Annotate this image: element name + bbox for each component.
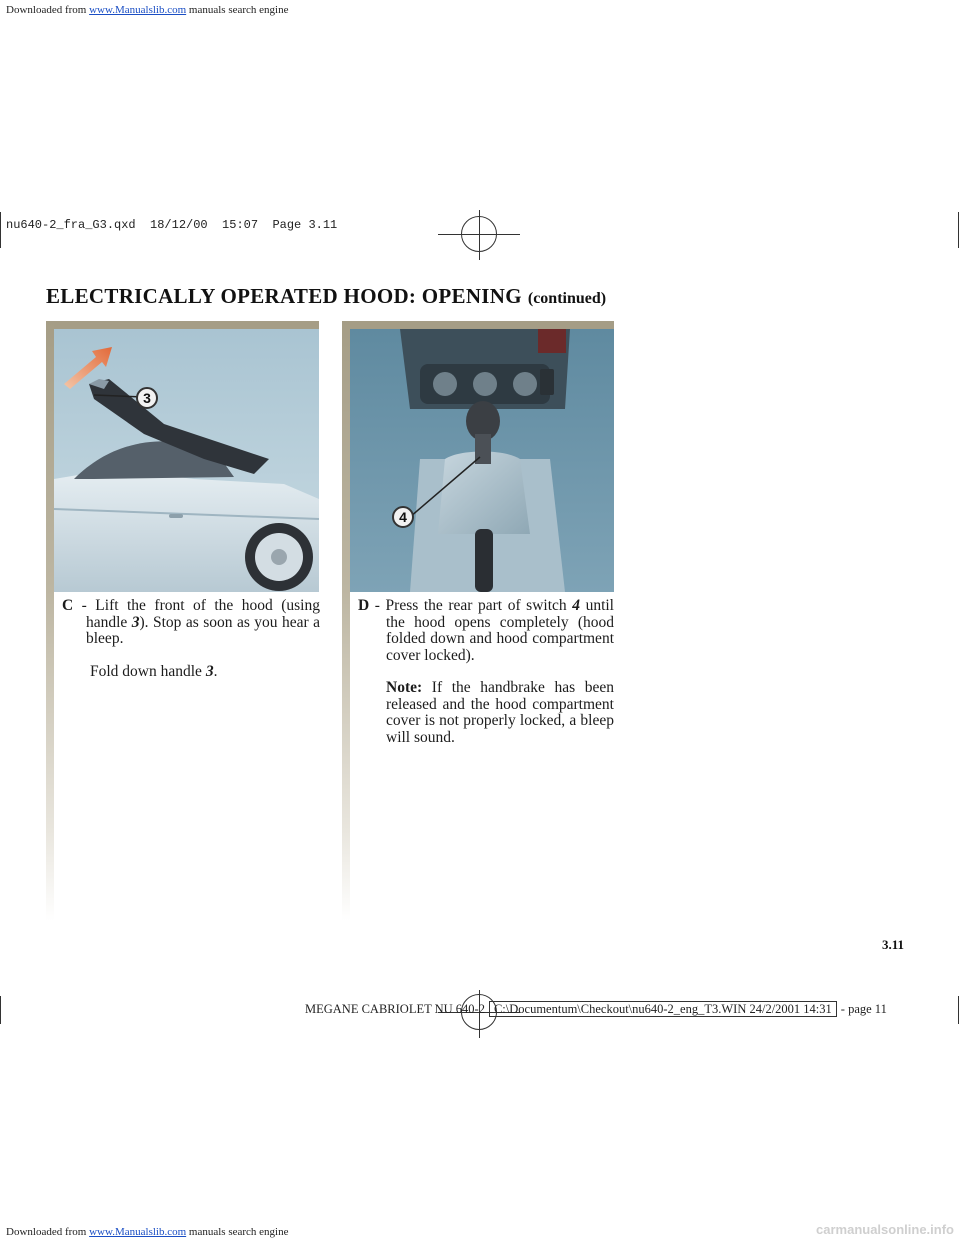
photo-gear-switch: [350, 329, 614, 592]
step-c-dash: -: [73, 597, 96, 614]
step-c-fold-end: .: [213, 662, 218, 680]
manualslib-footer-link[interactable]: www.Manualslib.com: [89, 1226, 187, 1238]
photo-car-hood: [54, 329, 319, 592]
title-continued: (continued): [527, 290, 607, 307]
registration-circle-top: [461, 216, 497, 252]
console-illustration: [350, 329, 614, 592]
right-column-rule: [342, 321, 350, 921]
step-d-text-start: Press the rear part of switch: [385, 597, 573, 614]
step-c-letter: C: [62, 597, 74, 614]
download-footer-suffix: manuals search engine: [186, 1226, 289, 1238]
download-prefix: Downloaded from: [6, 4, 90, 16]
note-text: If the handbrake has been released and the hood compartment cover is not properly locked, a bleep will sound.: [386, 679, 614, 746]
page-number: 3.11: [882, 937, 905, 952]
right-column-top-rule: [342, 321, 614, 329]
step-c-fold: [62, 664, 320, 681]
left-column-rule: [46, 321, 54, 921]
footer-left: MEGANE CABRIOLET NU 640-2: [305, 1002, 485, 1016]
step-d-switch-ref: 4: [572, 597, 580, 614]
step-d-dash: -: [369, 597, 386, 614]
step-d-text: [358, 598, 614, 746]
download-suffix: manuals search engine: [186, 4, 289, 16]
footer-path: C:\Documentum\Checkout\nu640-2_eng_T3.WIN 24/2/2001 14:31: [489, 1001, 837, 1017]
step-c-text: [62, 598, 320, 680]
step-c-line1-end: ). Stop as soon as you hear a bleep.: [86, 613, 320, 647]
crop-mark-left: [0, 212, 1, 248]
qxd-stamp: nu640-2_fra_G3.qxd 18/12/00 15:07 Page 3.11: [6, 218, 338, 232]
step-c-fold-ref: 3: [205, 662, 214, 680]
manualslib-link[interactable]: www.Manualslib.com: [89, 4, 187, 16]
step-d-paragraph: [358, 598, 614, 664]
footer-page: - page 11: [840, 1002, 887, 1016]
crop-mark-right: [958, 212, 959, 248]
left-column-top-rule: [46, 321, 319, 329]
step-c-handle-ref: 3: [131, 613, 140, 631]
download-footer: [6, 1226, 288, 1238]
step-c-line1: Lift the front of the hood (using handle: [86, 597, 320, 631]
download-header: [6, 4, 288, 16]
step-c-fold-text: Fold down handle: [90, 662, 206, 680]
car-hood-illustration: [54, 329, 319, 592]
crop-mark-bottom-left: [0, 996, 1, 1024]
page-title: [46, 284, 606, 309]
step-d-letter: D: [358, 597, 370, 614]
watermark: carmanualsonline.info: [816, 1222, 954, 1237]
step-d-note: [358, 680, 614, 746]
note-label: Note:: [386, 679, 423, 696]
footer: [305, 1002, 887, 1017]
step-d-text-end: until the hood opens completely (hood folded down and hood compartment cover locked).: [386, 597, 614, 664]
callout-switch-4: 4: [392, 506, 414, 528]
step-c-paragraph: [62, 598, 320, 648]
callout-handle-3: 3: [136, 387, 158, 409]
title-main: ELECTRICALLY OPERATED HOOD: OPENING: [46, 284, 522, 308]
crop-mark-bottom-right: [958, 996, 959, 1024]
download-footer-prefix: Downloaded from: [6, 1226, 90, 1238]
